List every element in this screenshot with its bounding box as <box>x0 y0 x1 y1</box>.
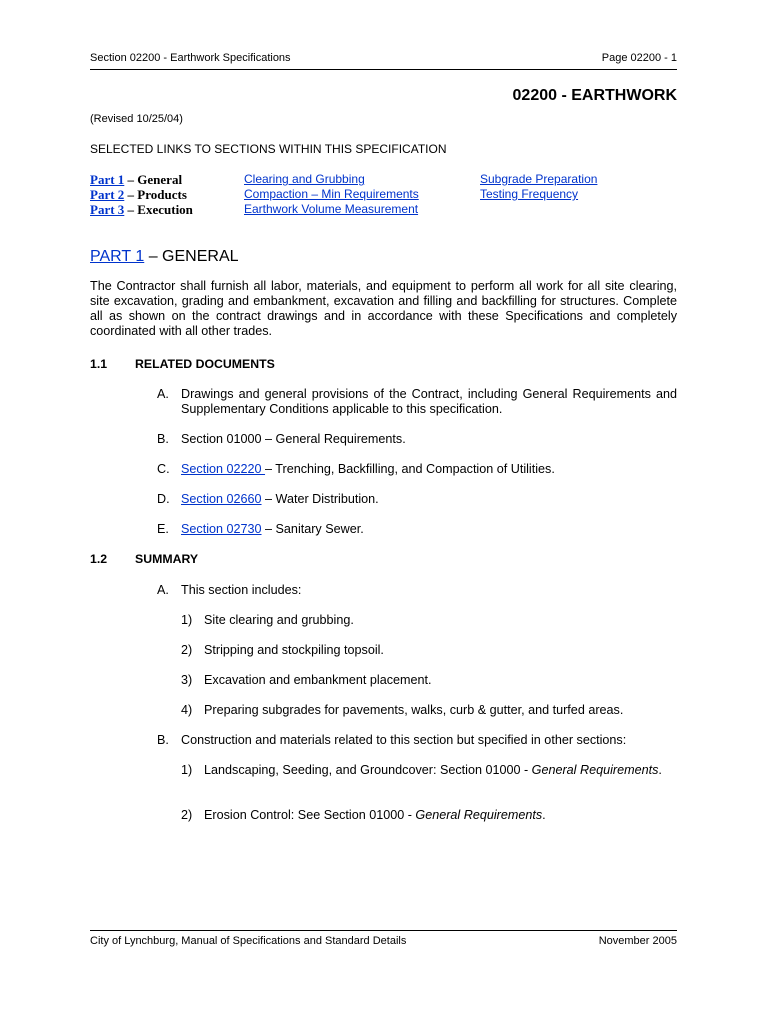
list-item: E. Section 02730 – Sanitary Sewer. <box>157 522 364 536</box>
part-link-row: Part 2 – Products <box>90 187 187 202</box>
revision-date: (Revised 10/25/04) <box>90 113 183 125</box>
part2-link[interactable]: Part 2 <box>90 187 125 202</box>
section-02220-link[interactable]: Section 02220 <box>181 462 266 476</box>
links-column-parts <box>90 172 193 217</box>
section-related-documents <box>90 357 275 371</box>
sub-list-item: 2) Stripping and stockpiling topsoil. <box>181 643 384 657</box>
page-header <box>90 52 677 64</box>
section-number: 1.2 <box>90 552 108 566</box>
links-heading: SELECTED LINKS TO SECTIONS WITHIN THIS SPECIFICATION <box>90 142 447 156</box>
footer-date: November 2005 <box>598 935 677 947</box>
sub-list-item: 3) Excavation and embankment placement. <box>181 673 432 687</box>
section-02660-link[interactable]: Section 02660 <box>181 492 262 506</box>
list-item: C. Section 02220 – Trenching, Backfilling, and Compaction of Utilities. <box>157 462 555 476</box>
clearing-grubbing-link[interactable]: Clearing and Grubbing <box>244 172 365 186</box>
section-title: RELATED DOCUMENTS <box>135 357 275 371</box>
page-footer <box>90 935 677 947</box>
list-item: A. This section includes: <box>157 583 302 597</box>
testing-frequency-link[interactable]: Testing Frequency <box>480 187 579 201</box>
sub-list-item: 4) Preparing subgrades for pavements, walks, curb & gutter, and turfed areas. <box>181 703 624 717</box>
footer-publisher: City of Lynchburg, Manual of Specifications and Standard Details <box>90 935 407 947</box>
section-summary <box>90 552 198 566</box>
part1-heading-link[interactable]: PART 1 <box>90 248 145 265</box>
list-item: B. Section 01000 – General Requirements. <box>157 432 406 446</box>
list-item: D. Section 02660 – Water Distribution. <box>157 492 379 506</box>
sub-list-item: 1) Landscaping, Seeding, and Groundcover: Section 01000 - General Requirements. <box>181 763 662 777</box>
header-section-title: Section 02200 - Earthwork Specifications <box>90 52 291 64</box>
section-02730-link[interactable]: Section 02730 <box>181 522 262 536</box>
document-page <box>90 0 677 1024</box>
header-rule <box>90 69 677 70</box>
list-item: A. Drawings and general provisions of the Contract, including General Requirements and Supplementary Conditions applicable to this specification. <box>157 387 677 416</box>
intro-paragraph: The Contractor shall furnish all labor, materials, and equipment to perform all work for all site clearing, site excavation, grading and embankment, excavation and filling and backfilling for structures. Complete all as shown on the contract drawings and in accordance with these Specifications and completely coordinated with all other trades. <box>90 279 677 338</box>
part1-link[interactable]: Part 1 <box>90 172 125 187</box>
part3-link[interactable]: Part 3 <box>90 202 125 217</box>
header-page-number: Page 02200 - 1 <box>601 52 677 64</box>
subgrade-preparation-link[interactable]: Subgrade Preparation <box>480 172 598 186</box>
part-link-row: Part 1 – General <box>90 172 183 187</box>
footer-rule <box>90 930 677 931</box>
section-number: 1.1 <box>90 357 108 371</box>
part-link-row: Part 3 – Execution <box>90 202 193 217</box>
section-title: SUMMARY <box>135 552 199 566</box>
part1-heading: PART 1 – GENERAL <box>90 248 239 265</box>
sub-list-item: 1) Site clearing and grubbing. <box>181 613 354 627</box>
compaction-requirements-link[interactable]: Compaction – Min Requirements <box>244 187 419 201</box>
list-item: B. Construction and materials related to this section but specified in other sections: <box>157 733 627 747</box>
sub-list-item: 2) Erosion Control: See Section 01000 - General Requirements. <box>181 808 546 822</box>
links-column-topics <box>244 172 419 217</box>
document-title: 02200 - EARTHWORK <box>512 87 677 104</box>
volume-measurement-link[interactable]: Earthwork Volume Measurement <box>244 202 419 216</box>
links-column-more <box>480 172 597 202</box>
